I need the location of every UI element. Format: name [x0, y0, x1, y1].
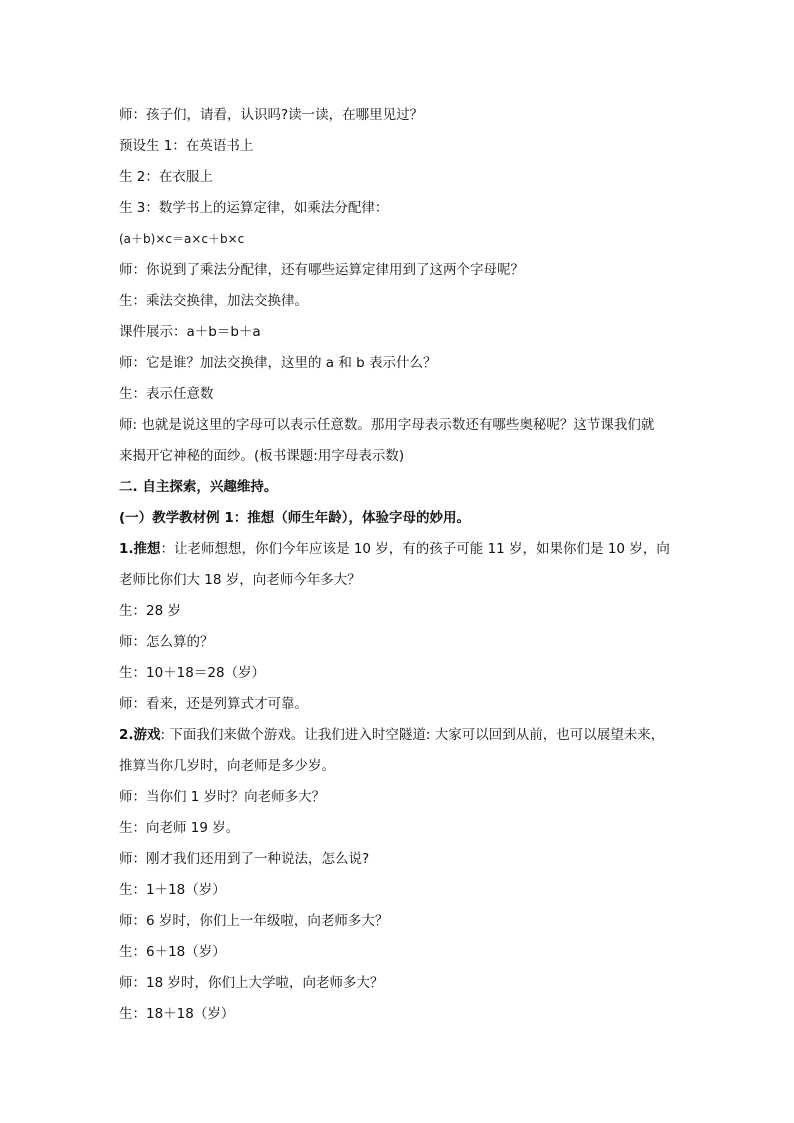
paragraph-line: 生：1＋18（岁） — [119, 882, 226, 898]
paragraph-line — [119, 534, 679, 565]
paragraph-line: 生：表示任意数 — [119, 386, 214, 402]
section-heading: 二. 自主探索，兴趣维持。 — [119, 479, 278, 495]
paragraph-line: 师：孩子们，请看，认识吗?读一读，在哪里见过？ — [119, 107, 424, 123]
paragraph-line: 生：6＋18（岁） — [119, 944, 226, 960]
paragraph-line: 师：刚才我们还用到了一种说法，怎么说? — [119, 851, 370, 867]
paragraph-line: 推算当你几岁时，向老师是多少岁。 — [119, 758, 335, 774]
paragraph-line: 师：看来，还是列算式才可靠。 — [119, 696, 308, 712]
paragraph-line — [119, 720, 679, 751]
paragraph-line: 师：18 岁时，你们上大学啦，向老师多大？ — [119, 975, 384, 991]
document-body — [119, 100, 679, 1030]
paragraph-line: 师：6 岁时，你们上一年级啦，向老师多大？ — [119, 913, 389, 929]
paragraph-line: 生：10＋18＝28（岁） — [119, 665, 266, 681]
paragraph-line: 预设生 1：在英语书上 — [119, 138, 254, 154]
step-text: : 下面我们来做个游戏。让我们进入时空隧道: 大家可以回到从前，也可以展望未来， — [160, 727, 665, 743]
paragraph-line: 师：你说到了乘法分配律，还有哪些运算定律用到了这两个字母呢？ — [119, 262, 524, 278]
paragraph-line: 师：当你们 1 岁时？向老师多大？ — [119, 789, 326, 805]
step-label: 1.推想 — [119, 541, 161, 557]
paragraph-line: 课件展示：a＋b＝b＋a — [119, 324, 261, 340]
step-label: 2.游戏 — [119, 727, 161, 743]
paragraph-line: 来揭开它神秘的面纱。(板书课题:用字母表示数) — [119, 448, 405, 464]
paragraph-line: 师: 也就是说这里的字母可以表示任意数。那用字母表示数还有哪些奥秘呢？这节课我们就 — [119, 417, 655, 433]
subsection-heading: (一）教学教材例 1：推想（师生年龄），体验字母的妙用。 — [119, 510, 471, 526]
paragraph-line: 师：它是谁？加法交换律，这里的 a 和 b 表示什么？ — [119, 355, 437, 371]
paragraph-line: 生：28 岁 — [119, 603, 181, 619]
formula-line: (a＋b)×c＝a×c＋b×c — [119, 232, 245, 246]
paragraph-line: 生 2：在衣服上 — [119, 169, 213, 185]
paragraph-line: 师：怎么算的？ — [119, 634, 214, 650]
paragraph-line: 生：乘法交换律，加法交换律。 — [119, 293, 308, 309]
paragraph-line: 生：向老师 19 岁。 — [119, 820, 240, 836]
step-text: ：让老师想想，你们今年应该是 10 岁，有的孩子可能 11 岁，如果你们是 10 岁，向 — [160, 541, 670, 557]
paragraph-line: 生：18＋18（岁） — [119, 1006, 235, 1022]
paragraph-line: 生 3：数学书上的运算定律，如乘法分配律： — [119, 200, 389, 216]
paragraph-line: 老师比你们大 18 岁，向老师今年多大？ — [119, 572, 361, 588]
